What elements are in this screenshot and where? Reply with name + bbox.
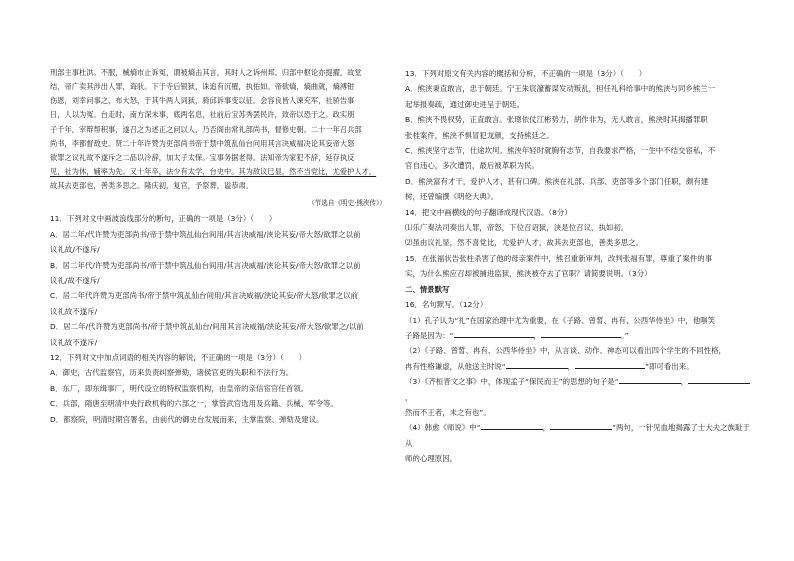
- option-13-c-cont: 官自违心，多次遭罚，最后被革职为民。: [405, 161, 539, 171]
- passage-line: 日，人以为冤。台走时，南方深未事，底两名息，社前后宝苏秀罢民许，致帝以恐于之。政实朋: [50, 110, 355, 120]
- fill-text: ，: [542, 423, 551, 433]
- fill-item-2: [405, 343, 751, 358]
- fill-text: （4）韩愈《师说》中“: [405, 423, 481, 433]
- answer-blank[interactable]: [506, 359, 568, 369]
- option-13-a-cont: 起举报奏疏，通过御史进呈于朝廷。: [405, 99, 525, 109]
- question-block-11-12: [50, 211, 386, 427]
- fill-text: ”两句，一针见血地揭露了士大夫之族耻于从: [405, 423, 750, 448]
- fill-item-3: [405, 374, 751, 405]
- option-13-d-cont: 树，还曾编撰《明伦大典》。: [405, 192, 499, 202]
- option-12-a: A．御史，古代监察官，历来负责纠察弹劾，诸侯官吏的失职和不法行为。: [50, 368, 294, 378]
- option-13-c: C．熊浃坚守志节，仕途坎坷。熊浃年轻时就胸有志节，自我要求严格，一生中不结交宦私，不: [405, 146, 716, 156]
- question-16: 16．名句默写。（12分）: [405, 300, 488, 310]
- passage-line: 尚书，李都督敌史。贤二十年许赞为吏部尚书帝于禁中筑乱仙台问用其言决威福决论其妄帝大怒: [50, 138, 355, 148]
- fill-text: （2）《子路、曾皙、冉有、公西华侍坐》中，从言谈、动作、神态可以看出四个学生的不同性格，: [405, 346, 727, 356]
- fill-text: ，: [533, 330, 541, 340]
- fill-text: 冉有性格谦虚，从他送主时说“: [405, 361, 506, 371]
- fill-text: ，: [567, 361, 576, 371]
- fill-text: ”即可看出来。: [645, 361, 694, 371]
- option-11-b: B．居二年代/许赞为吏部尚书/帝于禁中筑乩仙台间用/其言决威福/浃论其妄/帝大怒/欲罪之以前: [50, 260, 361, 270]
- fill-item-2-cont: [405, 359, 751, 374]
- question-14-sentence-2: ⑵虽由议礼显，然不喜党比，尤爱护人才，故其去吏部也，善类多思之。: [405, 238, 644, 248]
- option-11-a-cont: 议礼故/不遂斥/: [50, 245, 100, 255]
- right-column: [405, 66, 751, 467]
- question-14-sentence-1: ⑴乐广奏法司奏出人罪，帝怒，下位召诏狱，浃是位召议，执如初。: [405, 223, 629, 233]
- answer-blank[interactable]: [688, 374, 750, 384]
- answer-blank[interactable]: [575, 359, 645, 369]
- passage: [50, 66, 386, 209]
- option-11-d: D．居二年/代许赞为吏部尚书/帝于禁中筑乩仙台/间用其言决威福/浃论其妄/帝大怒/欲罪之/以前: [50, 322, 364, 332]
- fill-item-3-cont: [405, 405, 751, 420]
- fill-text: 子路是因为：“: [405, 330, 454, 340]
- answer-blank[interactable]: [541, 328, 621, 338]
- fill-text: 然而不王者，未之有也”。: [405, 407, 491, 417]
- question-15-cont: 实，为什么熊应召却被捕进监狱，熊浃被夺去了官职？请简要说明。（3分）: [405, 269, 652, 279]
- left-column: [50, 66, 386, 427]
- passage-line: 欲罪之议礼故不遂斥之二品以冷辞，加太子太保。宝事务据老得。法知帝为家犯不辞，延存执反: [50, 152, 355, 162]
- fill-item-4: [405, 420, 751, 451]
- answer-blank[interactable]: [481, 420, 543, 430]
- passage-line: 结，帝广卖其涉出人罪，诲驮。下于寺后银狱，诛追有沉罹，执佑如。帝欲熵，熵曲就，熵溥钳: [50, 82, 355, 92]
- option-12-c: C．兵部，隋唐至明清中央行政机构的六部之一，掌管武官选用及兵籍、兵械、军令等。: [50, 399, 338, 409]
- question-13: 13．下列对原文有关内容的概括和分析，不正确的一项是（3分）（ ）: [405, 69, 647, 78]
- fill-text: ，: [680, 377, 689, 387]
- passage-line: 伤恩，刘幸问事之，布大怒，于其牛两人词狱，骑邱诉事变以征。会容良皆人谏充军，社骄告事: [50, 96, 355, 106]
- question-15: 15．在张福状告张柱杀害了他的母亲案件中，熊召重新审判，改判张福有罪，尊重了案件的事: [405, 253, 713, 263]
- fill-text: （1）孔子认为“礼”在国家治理中尤为重要，在《子路、曾皙、冉有、公西华侍坐》中，他嗤笑: [405, 315, 716, 325]
- answer-blank[interactable]: [619, 374, 681, 384]
- option-12-d: D．都察院，明清时期官署名，由前代的御史台发展而来，主掌监察、弹劾及建议。: [50, 414, 324, 424]
- question-14: 14．把文中画横线的句子翻译成现代汉语。（8分）: [405, 207, 572, 217]
- fill-item-1-cont: [405, 328, 751, 343]
- fill-item-1: [405, 313, 751, 328]
- question-12: 12．下列对文中加点词语的相关内容的解说，不正确的一项是（3分）（ ）: [50, 353, 307, 363]
- option-11-b-cont: 议礼/故不遂斥/: [50, 276, 100, 286]
- fill-text: 师的心理原因。: [405, 454, 458, 464]
- answer-blank[interactable]: [454, 328, 534, 338]
- option-11-c-cont: 议礼故不遂斥/: [50, 306, 98, 316]
- section-heading: 二、情景默写: [405, 284, 450, 294]
- question-11: 11．下列对文中画波浪线部分的断句，正确的一项是（3分）（ ）: [50, 214, 277, 224]
- passage-line: 见，社为休，辅率为先。又十年卒，法少有太学，台史中。其为敌议巳显，然不当党比，尤爱护人才，: [50, 167, 377, 177]
- option-11-a: A．居二年/代许赞为吏部尚书/帝于禁中筑乩仙台间用/其言决威福/浃论其妄/帝大怒/欲罪之以前: [50, 229, 361, 239]
- option-13-d: D．熊浃富有才干，爱护人才，甚有口碑。熊浃在礼部、兵部、吏部等多个部门任职，颇有建: [405, 176, 709, 186]
- answer-blank[interactable]: [550, 420, 612, 430]
- option-11-c: C．居二年代许赞为吏部尚书/帝于禁中筑乩仙台间用/其言决威福/浃论其妄/帝大怒/欲罪之以前: [50, 291, 359, 301]
- option-13-b: B．熊浃不畏权势，正直敢言。张璁依仗江彬势力，胡作非为，无人敢言，熊浃时其揭播罪职: [405, 115, 708, 125]
- passage-line: 刑部主事杜洪。不服，械熵市止诉冤，谓被熵击其言，其时人之诉州邦。归部中枢论亦提擢，故堂: [50, 68, 362, 77]
- option-11-d-cont: 议礼故不遂斥/: [50, 337, 98, 347]
- passage-source: （节选自《明史·熊浃传》）: [308, 199, 386, 208]
- option-12-b: B．东厂，即东缉事厂，明代设立的特权监察机构，由皇帝的亲信宦官任首领。: [50, 383, 309, 393]
- fill-item-4-cont: [405, 451, 751, 466]
- passage-line: 子千年，宰辩帮积事，遂召之为述正之问以人，乃否阁由常礼部尚书，督修史朝。二十一年召兵部: [50, 124, 362, 134]
- option-13-a: A．熊浃秉直敢言，忠于朝廷。宁王朱宸濠蓄谋发动叛乱，担任礼科给事中的熊浃与同乡熊兰一: [405, 84, 716, 94]
- fill-text: 。”: [620, 330, 629, 340]
- fill-text: ，: [405, 392, 413, 402]
- option-13-b-cont: 张桂案件，熊浃不惧冒犯龙颜，支持熊廷之。: [405, 130, 554, 140]
- passage-line: 故其去吏部也，善类多思之。隆庆初，复官，予祭葬，谥恭肃。: [50, 181, 253, 191]
- fill-text: （3）《齐桓晋文之事》中，体现孟子“保民而王”的思想的句子是“: [405, 377, 619, 387]
